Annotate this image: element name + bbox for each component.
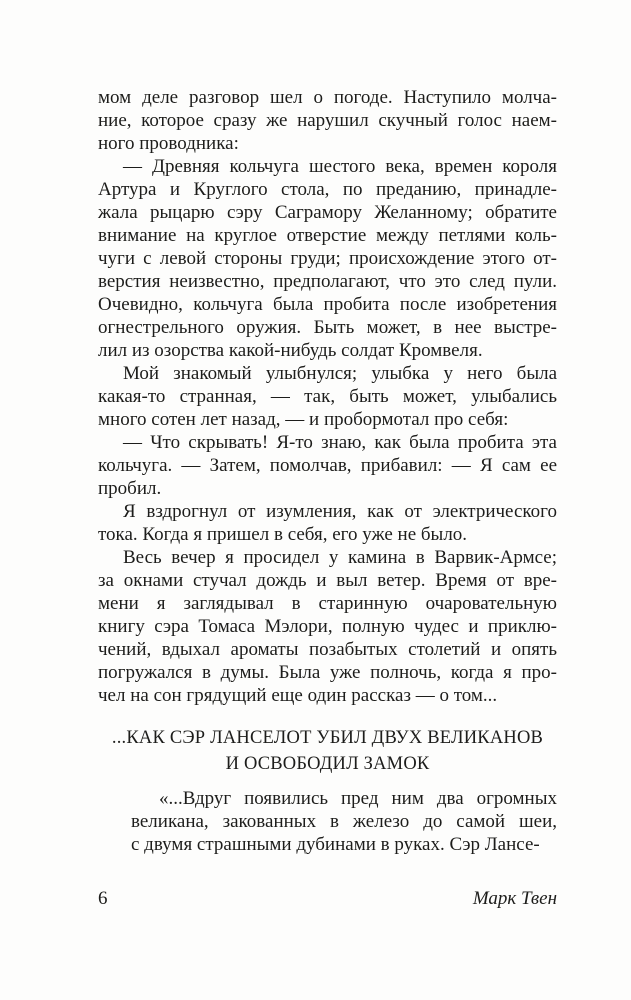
- paragraph-guide-speech: [98, 155, 557, 362]
- text-line: Мой знакомый улыбнулся; улыбка у него была: [123, 363, 557, 384]
- text-line: Весь вечер я просидел у камина в Варвик-Армсе;: [123, 547, 557, 568]
- text-line: Я вздрогнул от изумления, как от электрического: [123, 501, 557, 522]
- text-line: погружался в думы. Была уже полночь, когда я про-: [98, 662, 557, 683]
- paragraph-evening-reading: [98, 546, 557, 707]
- page-text-block: [98, 86, 557, 856]
- text-line: много сотен лет назад, — и пробормотал про себя:: [98, 409, 509, 430]
- text-line: лил из озорства какой-нибудь солдат Кромвеля.: [98, 340, 483, 361]
- text-line: за окнами стучал дождь и выл ветер. Время от вре-: [98, 570, 557, 591]
- text-line: какая-то странная, — так, быть может, улыбались: [98, 386, 557, 407]
- text-line: книгу сэра Томаса Мэлори, полную чудес и приклю-: [98, 616, 557, 637]
- chapter-heading-line: И ОСВОБОДИЛ ЗАМОК: [225, 754, 430, 774]
- text-line: чений, вдыхал ароматы позабытых столетий и опять: [98, 639, 557, 660]
- text-line: — Древняя кольчуга шестого века, времен короля: [123, 156, 557, 177]
- quote-paragraph: [131, 787, 557, 856]
- text-line: чуги с левой стороны груди; происхождение этого от-: [98, 248, 557, 269]
- text-line: пробил.: [98, 478, 162, 499]
- chapter-heading-line: ...КАК СЭР ЛАНСЕЛОТ УБИЛ ДВУХ ВЕЛИКАНОВ: [111, 728, 544, 748]
- text-line: «...Вдруг появились пред ним два огромных: [159, 788, 557, 809]
- text-line: верстия неизвестно, предполагают, что это след пули.: [98, 271, 557, 292]
- text-line: ние, которое сразу же нарушил скучный голос наем-: [98, 110, 557, 131]
- paragraph-stranger-speech: [98, 431, 557, 500]
- text-line: огнестрельного оружия. Быть может, в нее выстре-: [98, 317, 557, 338]
- text-line: ного проводника:: [98, 133, 239, 154]
- paragraph-astonishment: [98, 500, 557, 546]
- text-line: внимание на круглое отверстие между петлями коль-: [98, 225, 557, 246]
- text-line: Очевидно, кольчуга была пробита после изобретения: [98, 294, 557, 315]
- text-line: мени я заглядывал в старинную очаровательную: [98, 593, 557, 614]
- author-name: Марк Твен: [472, 888, 557, 909]
- text-line: кольчуга. — Затем, помолчав, прибавил: — Я сам ее: [98, 455, 557, 476]
- page-footer: [98, 887, 557, 910]
- text-line: мом деле разговор шел о погоде. Наступило молча-: [98, 87, 557, 108]
- page-number: 6: [98, 888, 108, 909]
- text-line: тока. Когда я пришел в себя, его уже не было.: [98, 524, 468, 545]
- chapter-heading: [98, 725, 557, 777]
- text-line: великана, закованных в железо до самой шеи,: [131, 811, 557, 832]
- text-line: чел на сон грядущий еще один рассказ — о том...: [98, 685, 498, 706]
- paragraph-stranger-smiled: [98, 362, 557, 431]
- text-line: Артура и Круглого стола, по преданию, принадле-: [98, 179, 557, 200]
- text-line: — Что скрывать! Я-то знаю, как была пробита эта: [123, 432, 557, 453]
- text-line: жала рыцарю сэру Саграмору Желанному; обратите: [98, 202, 557, 223]
- paragraph-continuation: [98, 86, 557, 155]
- text-line: с двумя страшными дубинами в руках. Сэр Лансе-: [131, 834, 540, 855]
